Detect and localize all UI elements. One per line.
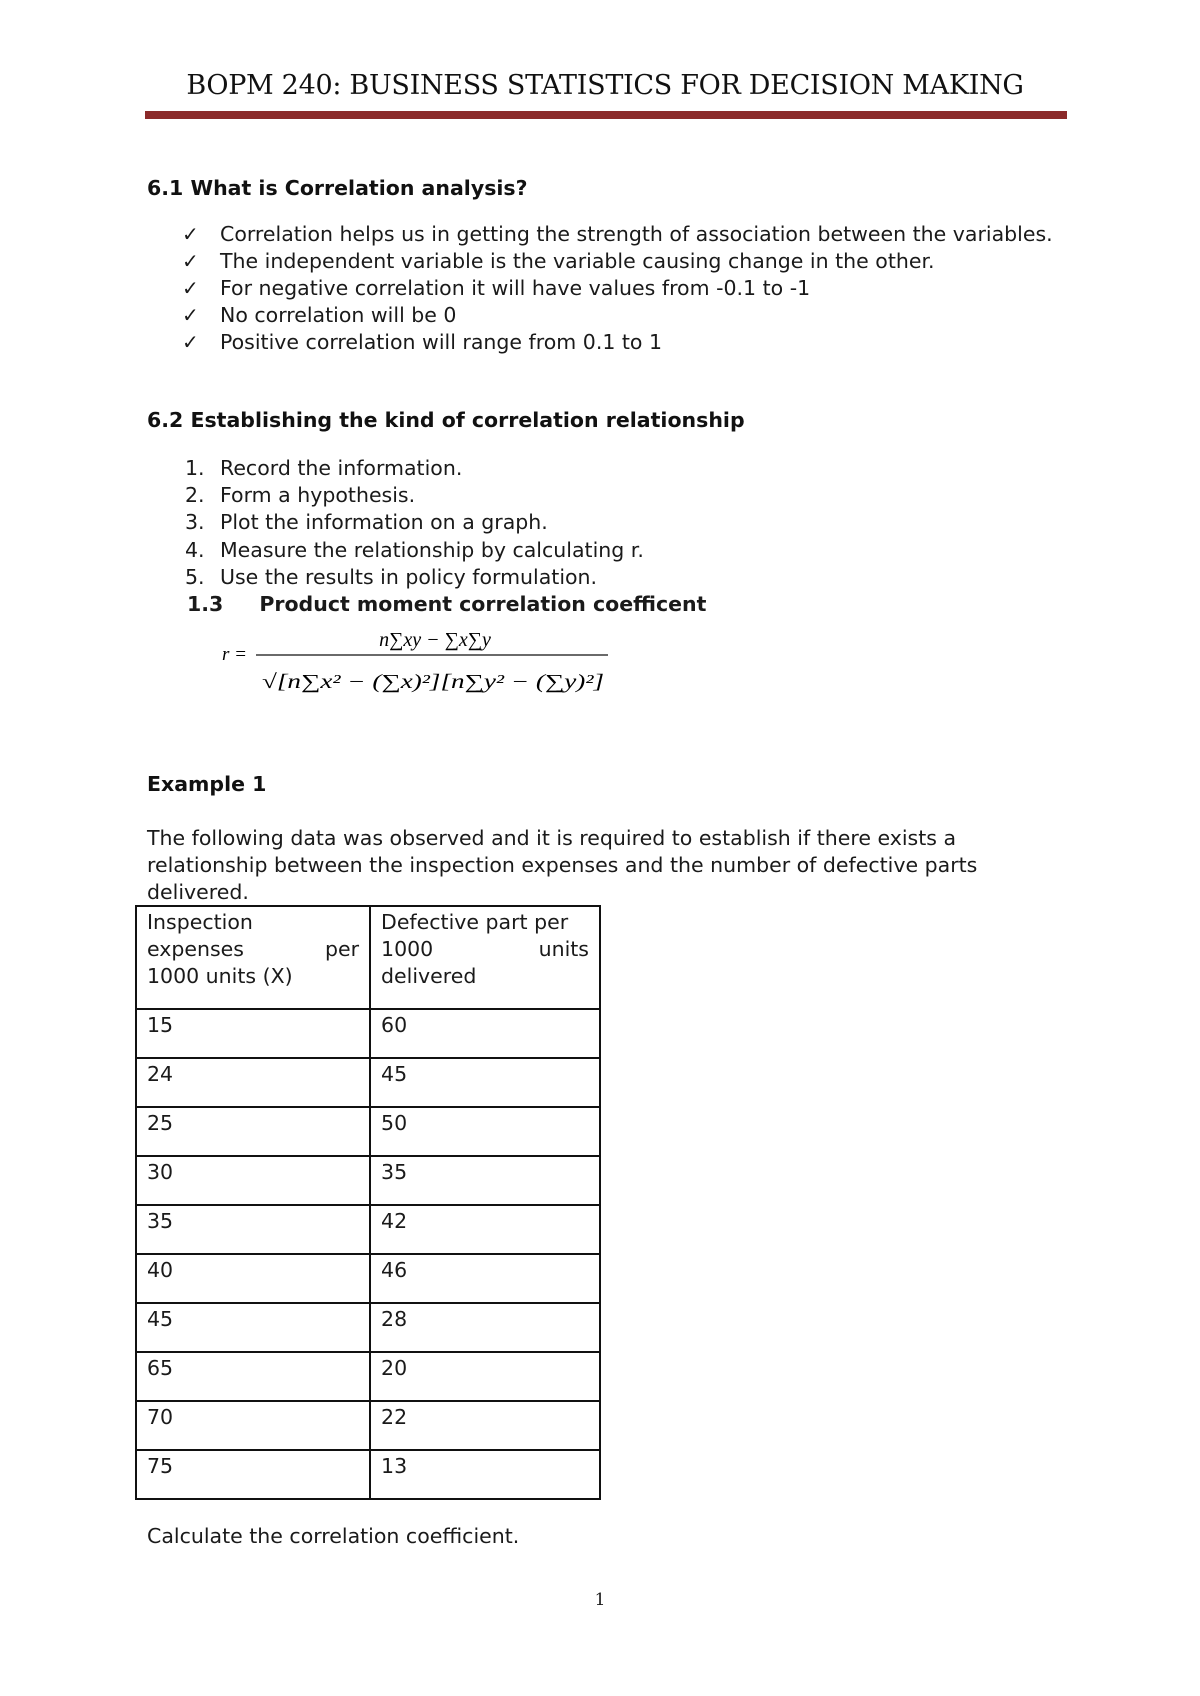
checkmark-icon: ✓ <box>182 222 199 246</box>
list-item: 5. Use the results in policy formulation. <box>185 564 598 589</box>
table-cell: 28 <box>370 1303 600 1352</box>
list-item: 2. Form a hypothesis. <box>185 483 416 508</box>
example-heading: Example 1 <box>147 772 267 796</box>
table-cell: 30 <box>136 1156 370 1205</box>
steps-list <box>147 455 1067 591</box>
table-cell: 24 <box>136 1058 370 1107</box>
list-item: ✓ Correlation helps us in getting the strength of association between the variables. <box>182 222 1053 246</box>
table-row <box>136 1450 600 1499</box>
table-row <box>136 1352 600 1401</box>
table-cell: 35 <box>136 1205 370 1254</box>
table-header-cell: Defective part per 1000 units delivered <box>370 906 600 1009</box>
correlation-formula <box>218 622 618 707</box>
table-cell: 42 <box>370 1205 600 1254</box>
list-item: ✓ The independent variable is the variable causing change in the other. <box>182 249 935 273</box>
correlation-points-list <box>147 221 1067 356</box>
table-row <box>136 1107 600 1156</box>
table-cell: 15 <box>136 1009 370 1058</box>
list-item: 1. Record the information. <box>185 456 463 480</box>
table-cell: 25 <box>136 1107 370 1156</box>
table-cell: 22 <box>370 1401 600 1450</box>
list-item: ✓ No correlation will be 0 <box>182 303 457 327</box>
table-row <box>136 1156 600 1205</box>
table-row <box>136 1303 600 1352</box>
table-cell: 45 <box>136 1303 370 1352</box>
table-cell: 40 <box>136 1254 370 1303</box>
table-cell: 70 <box>136 1401 370 1450</box>
table-cell: 65 <box>136 1352 370 1401</box>
table-cell: 35 <box>370 1156 600 1205</box>
table-cell: 20 <box>370 1352 600 1401</box>
checkmark-icon: ✓ <box>182 330 199 354</box>
table-row <box>136 1009 600 1058</box>
table-row <box>136 1401 600 1450</box>
section-6-1-heading: 6.1 What is Correlation analysis? <box>147 176 528 200</box>
table-cell: 50 <box>370 1107 600 1156</box>
header-rule <box>145 111 1067 119</box>
page-header-title: BOPM 240: BUSINESS STATISTICS FOR DECISION MAKING <box>186 70 1024 101</box>
page-number: 1 <box>594 1590 606 1610</box>
section-6-2-heading: 6.2 Establishing the kind of correlation relationship <box>147 408 745 432</box>
checkmark-icon: ✓ <box>182 276 199 300</box>
table-cell: 13 <box>370 1450 600 1499</box>
list-item: 4. Measure the relationship by calculating r. <box>185 537 644 562</box>
checkmark-icon: ✓ <box>182 249 199 273</box>
formula-numerator: n∑xy − ∑x∑y <box>379 629 491 651</box>
table-row <box>136 1254 600 1303</box>
table-cell: 60 <box>370 1009 600 1058</box>
formula-lhs: r = <box>222 644 247 665</box>
checkmark-icon: ✓ <box>182 303 199 327</box>
example-intro: The following data was observed and it is required to establish if there exists a relationship between the inspection expenses and the number of defective parts delivered. <box>147 826 978 904</box>
example-question: Calculate the correlation coefficient. <box>147 1524 520 1548</box>
table-cell: 75 <box>136 1450 370 1499</box>
section-1-3-heading: 1.3 Product moment correlation coefficent <box>187 592 707 616</box>
table-cell: 45 <box>370 1058 600 1107</box>
data-table <box>135 905 601 1500</box>
table-cell: 46 <box>370 1254 600 1303</box>
table-row <box>136 1058 600 1107</box>
list-item: ✓ For negative correlation it will have values from -0.1 to -1 <box>182 276 811 300</box>
formula-denominator: √[n∑x² − (∑x)²][n∑y² − (∑y)²] <box>262 671 604 693</box>
table-header-row <box>136 906 600 1009</box>
list-item: ✓ Positive correlation will range from 0.1 to 1 <box>182 330 663 354</box>
list-item: 3. Plot the information on a graph. <box>185 510 548 535</box>
table-row <box>136 1205 600 1254</box>
table-header-cell: Inspection expenses per 1000 units (X) <box>136 906 370 1009</box>
